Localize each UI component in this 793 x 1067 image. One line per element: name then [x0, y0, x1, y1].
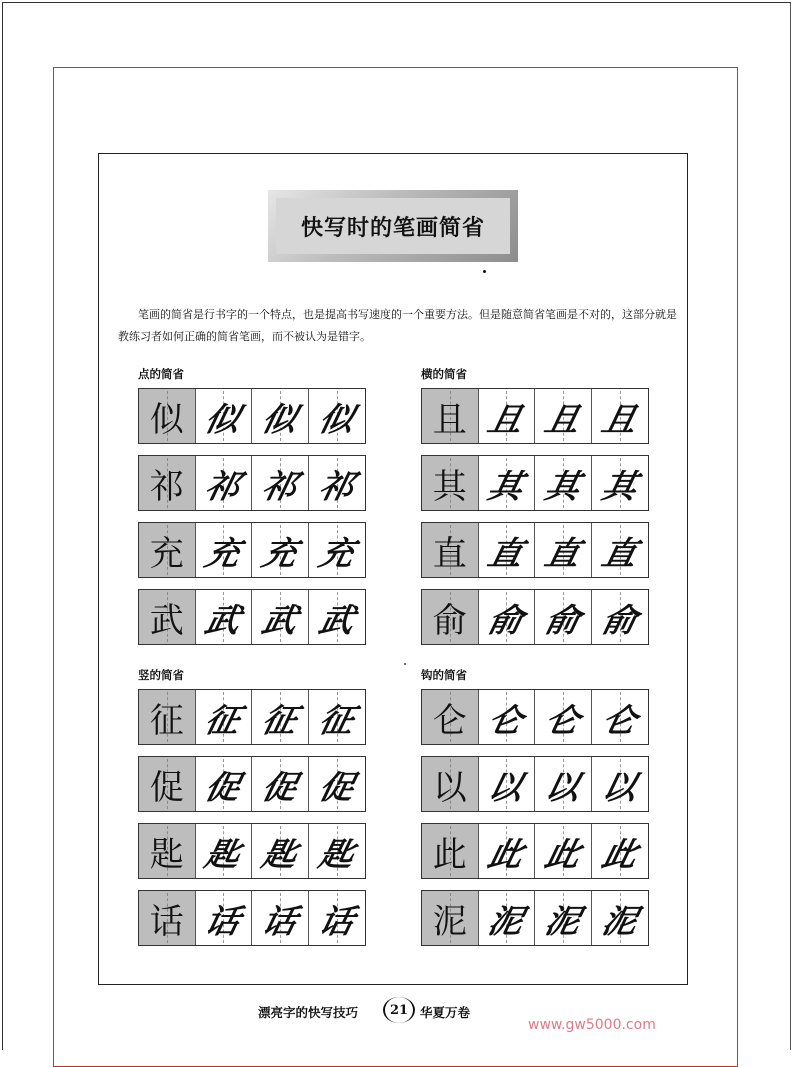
cursive-char: 祁 [315, 467, 358, 506]
cursive-char: 仑 [598, 701, 641, 740]
cursive-char: 似 [201, 400, 244, 439]
cursive-char-cell [309, 690, 366, 744]
char-row [421, 756, 649, 812]
cursive-char-cell [309, 824, 366, 878]
cursive-char-cell [479, 757, 536, 811]
char-row [138, 388, 366, 444]
cursive-char-cell [479, 590, 536, 644]
char-row [138, 890, 366, 946]
cursive-char-cell [535, 456, 592, 510]
cursive-char-cell [196, 590, 253, 644]
standard-char: 匙 [149, 834, 184, 875]
cursive-char-cell [196, 891, 253, 945]
cursive-char: 直 [541, 534, 584, 573]
cursive-char-cell [479, 824, 536, 878]
standard-char-cell [139, 590, 196, 644]
cursive-char-cell [592, 456, 649, 510]
cursive-char-cell [535, 891, 592, 945]
standard-char-cell [422, 456, 479, 510]
cursive-char: 此 [541, 835, 584, 874]
cursive-char: 俞 [598, 601, 641, 640]
char-row [421, 589, 649, 645]
intro-paragraph [118, 304, 678, 348]
cursive-char: 武 [315, 601, 358, 640]
standard-char-cell [139, 523, 196, 577]
cursive-char-cell [592, 690, 649, 744]
standard-char-cell [422, 824, 479, 878]
cursive-char-cell [309, 523, 366, 577]
standard-char: 话 [149, 901, 184, 942]
cursive-char-cell [479, 523, 536, 577]
standard-char: 似 [149, 399, 184, 440]
cursive-char: 泥 [484, 902, 527, 941]
cursive-char-cell [535, 523, 592, 577]
cursive-char: 泥 [541, 902, 584, 941]
cursive-char: 其 [541, 467, 584, 506]
cursive-char: 征 [315, 701, 358, 740]
section-label-hook: 钩的简省 [421, 668, 467, 682]
cursive-char: 似 [315, 400, 358, 439]
cursive-char: 征 [258, 701, 301, 740]
cursive-char: 匙 [315, 835, 358, 874]
standard-char-cell [139, 824, 196, 878]
cursive-char-cell [479, 456, 536, 510]
standard-char: 以 [432, 767, 467, 808]
standard-char: 俞 [432, 600, 467, 641]
cursive-char-cell [309, 891, 366, 945]
standard-char: 征 [149, 700, 184, 741]
cursive-char-cell [252, 824, 309, 878]
page-title: 快写时的笔画简省 [300, 214, 485, 241]
cursive-char: 直 [484, 534, 527, 573]
cursive-char: 武 [201, 601, 244, 640]
standard-char-cell [139, 456, 196, 510]
cursive-char-cell [196, 757, 253, 811]
cursive-char: 且 [598, 400, 641, 439]
standard-char-cell [139, 690, 196, 744]
char-row [138, 689, 366, 745]
char-row [421, 890, 649, 946]
cursive-char: 武 [258, 601, 301, 640]
cursive-char: 充 [315, 534, 358, 573]
cursive-char: 其 [598, 467, 641, 506]
char-row [421, 455, 649, 511]
cursive-char-cell [309, 590, 366, 644]
cursive-char-cell [479, 389, 536, 443]
standard-char-cell [139, 891, 196, 945]
char-row [138, 589, 366, 645]
cursive-char-cell [196, 690, 253, 744]
cursive-char: 其 [484, 467, 527, 506]
cursive-char: 促 [201, 768, 244, 807]
cursive-char-cell [252, 456, 309, 510]
cursive-char: 仑 [541, 701, 584, 740]
cursive-char-cell [592, 590, 649, 644]
cursive-char: 此 [598, 835, 641, 874]
standard-char-cell [422, 757, 479, 811]
cursive-char-cell [479, 891, 536, 945]
standard-char-cell [422, 389, 479, 443]
cursive-char: 泥 [598, 902, 641, 941]
char-row [138, 455, 366, 511]
char-row [421, 823, 649, 879]
cursive-char: 匙 [258, 835, 301, 874]
standard-char: 且 [432, 399, 467, 440]
cursive-char: 话 [315, 902, 358, 941]
standard-char: 仑 [432, 700, 467, 741]
standard-char: 祁 [149, 466, 184, 507]
title-plate [268, 190, 518, 262]
section-label-vertical: 竖的简省 [138, 668, 184, 682]
cursive-char-cell [252, 389, 309, 443]
cursive-char-cell [479, 690, 536, 744]
cursive-char-cell [309, 389, 366, 443]
cursive-char: 促 [315, 768, 358, 807]
standard-char: 充 [149, 533, 184, 574]
cursive-char-cell [535, 590, 592, 644]
standard-char-cell [422, 690, 479, 744]
watermark: www.gw5000.com [528, 1017, 656, 1033]
cursive-char: 祁 [258, 467, 301, 506]
standard-char: 促 [149, 767, 184, 808]
standard-char: 武 [149, 600, 184, 641]
cursive-char-cell [592, 757, 649, 811]
cursive-char: 话 [258, 902, 301, 941]
cursive-char: 且 [541, 400, 584, 439]
section-label-horizontal: 横的简省 [421, 367, 467, 381]
standard-char-cell [139, 757, 196, 811]
cursive-char-cell [535, 757, 592, 811]
standard-char: 泥 [432, 901, 467, 942]
cursive-char-cell [252, 523, 309, 577]
cursive-char-cell [252, 757, 309, 811]
cursive-char-cell [309, 757, 366, 811]
cursive-char: 仑 [484, 701, 527, 740]
char-row [421, 388, 649, 444]
footer-book-title: 漂亮字的快写技巧 [258, 1005, 359, 1020]
cursive-char-cell [309, 456, 366, 510]
standard-char-cell [422, 590, 479, 644]
cursive-char-cell [252, 590, 309, 644]
scan-speck [404, 663, 406, 665]
standard-char-cell [422, 891, 479, 945]
standard-char-cell [139, 389, 196, 443]
char-row [421, 522, 649, 578]
char-row [421, 689, 649, 745]
cursive-char: 充 [201, 534, 244, 573]
page-number: 21 [383, 997, 415, 1023]
standard-char-cell [422, 523, 479, 577]
cursive-char-cell [592, 824, 649, 878]
cursive-char-cell [535, 389, 592, 443]
cursive-char: 匙 [201, 835, 244, 874]
cursive-char-cell [592, 389, 649, 443]
char-row [138, 756, 366, 812]
cursive-char-cell [196, 389, 253, 443]
cursive-char-cell [252, 891, 309, 945]
cursive-char-cell [535, 690, 592, 744]
cursive-char: 以 [598, 768, 641, 807]
cursive-char: 话 [201, 902, 244, 941]
cursive-char-cell [592, 523, 649, 577]
cursive-char: 充 [258, 534, 301, 573]
intro-text: 笔画的简省是行书字的一个特点，也是提高书写速度的一个重要方法。但是随意简省笔画是不对的，这部分就是教练习者如何正确的简省笔画，而不被认为是错字。 [118, 308, 677, 343]
cursive-char-cell [252, 690, 309, 744]
cursive-char: 直 [598, 534, 641, 573]
cursive-char: 俞 [484, 601, 527, 640]
char-row [138, 823, 366, 879]
cursive-char: 祁 [201, 467, 244, 506]
decorative-dot [483, 270, 486, 273]
cursive-char: 征 [201, 701, 244, 740]
cursive-char: 且 [484, 400, 527, 439]
standard-char: 此 [432, 834, 467, 875]
cursive-char: 此 [484, 835, 527, 874]
cursive-char-cell [535, 824, 592, 878]
page-footer [258, 997, 518, 1027]
cursive-char-cell [196, 824, 253, 878]
cursive-char: 俞 [541, 601, 584, 640]
section-label-dot: 点的简省 [138, 367, 184, 381]
cursive-char-cell [592, 891, 649, 945]
cursive-char: 似 [258, 400, 301, 439]
cursive-char-cell [196, 523, 253, 577]
char-row [138, 522, 366, 578]
footer-publisher: 华夏万卷 [420, 1005, 471, 1020]
cursive-char: 促 [258, 768, 301, 807]
cursive-char: 以 [541, 768, 584, 807]
standard-char: 其 [432, 466, 467, 507]
standard-char: 直 [432, 533, 467, 574]
cursive-char-cell [196, 456, 253, 510]
cursive-char: 以 [484, 768, 527, 807]
